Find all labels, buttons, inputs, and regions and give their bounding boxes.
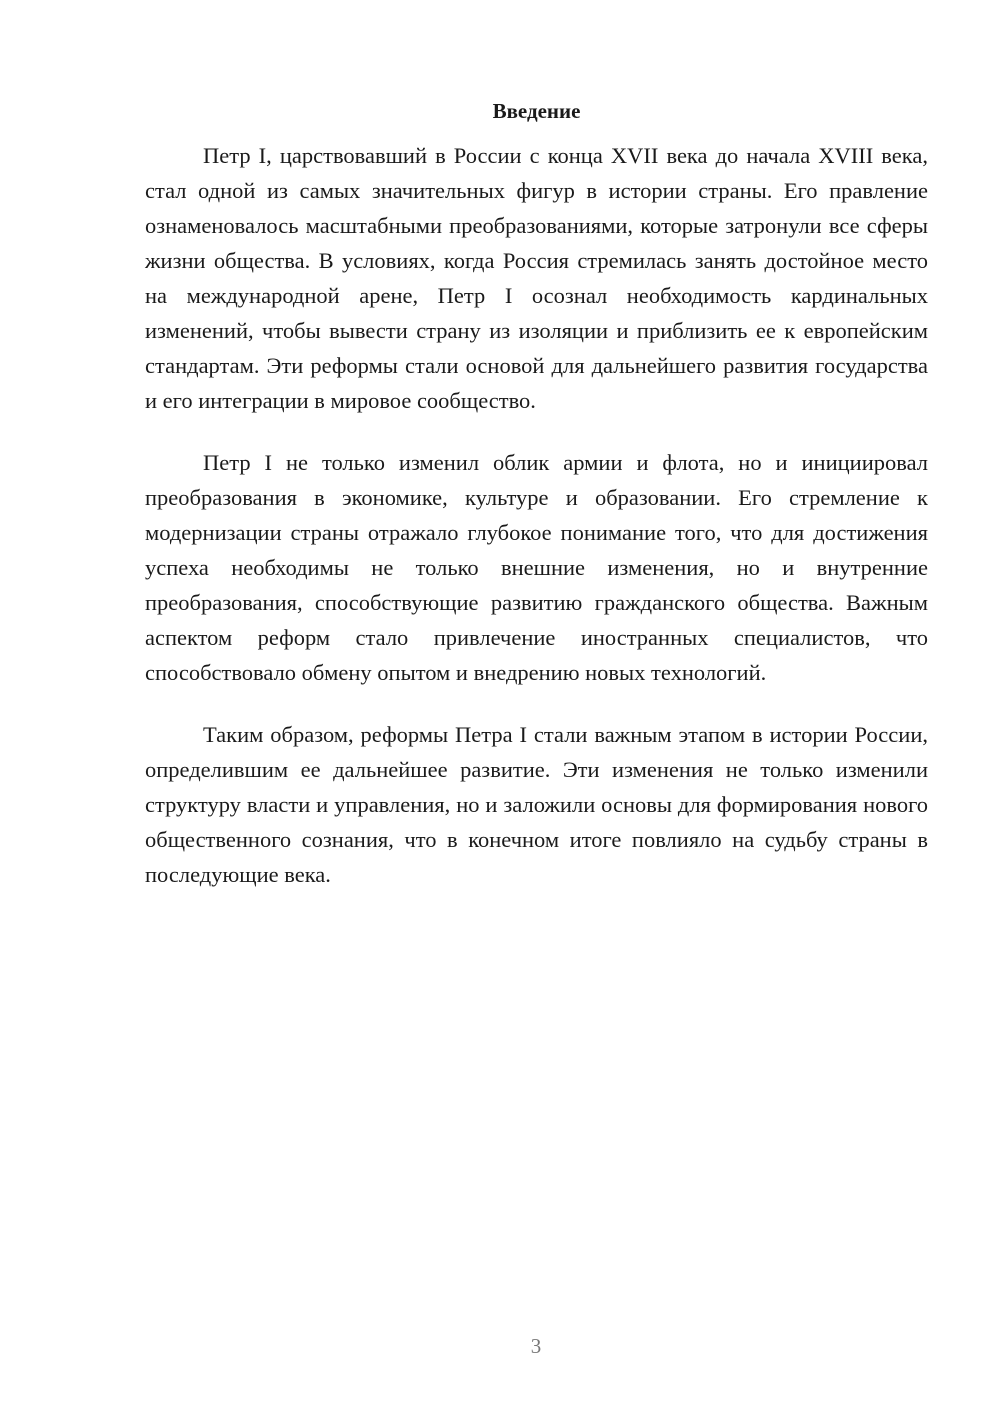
paragraph-1: Петр I, царствовавший в России с конца XVII века до начала XVIII века, стал одной из самых значительных фигур в истории страны. Его правление ознаменовалось масштабными преобразованиями, которые затронули все сферы жизни общества. В условиях, когда Россия стремилась занять достойное место на международной арене, Петр I осознал необходимость кардинальных изменений, чтобы вывести страну из изоляции и приблизить ее к европейским стандартам. Эти реформы стали основой для дальнейшего развития государства и его интеграции в мировое сообщество. — [145, 143, 928, 413]
section-heading: Введение — [492, 99, 581, 123]
paragraph-2: Петр I не только изменил облик армии и флота, но и инициировал преобразования в экономике, культуре и образовании. Его стремление к модернизации страны отражало глубокое понимание того, что для достижения успеха необходимы не только внешние изменения, но и внутренние преобразования, способствующие развитию гражданского общества. Важным аспектом реформ стало привлечение иностранных специалистов, что способствовало обмену опытом и внедрению новых технологий. — [145, 450, 928, 685]
page-number: 3 — [530, 1334, 542, 1358]
page-content — [145, 96, 928, 919]
paragraph-3: Таким образом, реформы Петра I стали важным этапом в истории России, определившим ее дальнейшее развитие. Эти изменения не только изменили структуру власти и управления, но и заложили основы для формирования нового общественного сознания, что в конечном итоге повлияло на судьбу страны в последующие века. — [145, 722, 928, 887]
